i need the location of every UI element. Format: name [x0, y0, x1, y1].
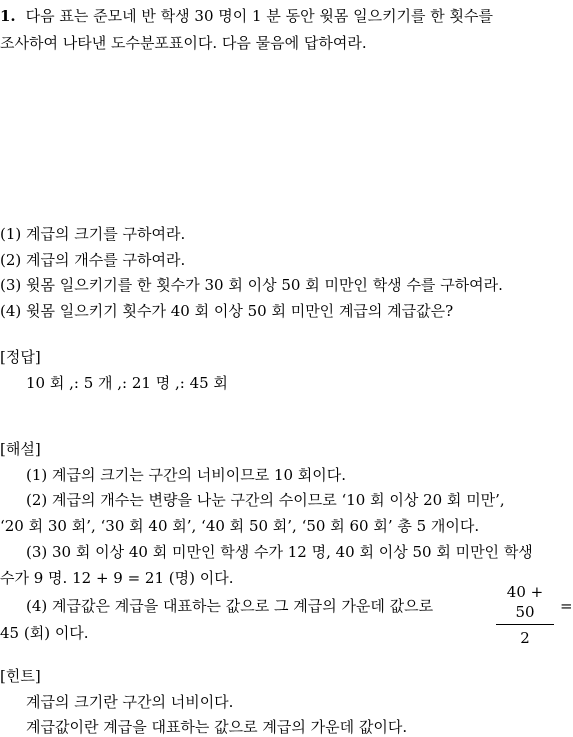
hint-line-1: 계급의 크기란 구간의 너비이다. [26, 693, 234, 711]
frequency-table-placeholder [0, 64, 573, 214]
explanation-line-3: ‘20 회 30 회’, ‘30 회 40 회’, ‘40 회 50 회’, ‘50 회 60 회’ 총 5 개이다. [0, 517, 480, 535]
explanation-line-5: 수가 9 명. 12 + 9 = 21 (명) 이다. [0, 569, 234, 587]
problem-text-1: 다음 표는 준모네 반 학생 30 명이 1 분 동안 윗몸 일으키기를 한 횟수를 [25, 7, 494, 25]
question-3: (3) 윗몸 일으키기를 한 횟수가 30 회 이상 50 회 미만인 학생 수를 구하여라. [0, 276, 503, 294]
explanation-line-7: 45 (회) 이다. [0, 624, 89, 642]
explanation-line-6: (4) 계급값은 계급을 대표하는 값으로 그 계급의 가운데 값으로 [26, 597, 434, 615]
question-1: (1) 계급의 크기를 구하여라. [0, 225, 186, 243]
explanation-line-1: (1) 계급의 크기는 구간의 너비이므로 10 회이다. [26, 466, 347, 484]
equals-sign: = [560, 597, 573, 615]
fraction-denominator: 2 [520, 629, 530, 647]
fraction-bar [496, 624, 554, 625]
fraction [496, 582, 554, 648]
fraction-numerator: 40 + 50 [506, 583, 544, 621]
explanation-header: [해설] [0, 440, 41, 458]
problem-line-1 [0, 6, 493, 26]
hint-header: [힌트] [0, 667, 41, 685]
problem-number: 1. [0, 7, 16, 25]
problem-text-2: 조사하여 나타낸 도수분포표이다. 다음 물음에 답하여라. [0, 34, 367, 52]
explanation-line-2: (2) 계급의 개수는 변량을 나눈 구간의 수이므로 ‘10 회 이상 20 회 미만’, [26, 491, 505, 509]
answer-text: 10 회 ,: 5 개 ,: 21 명 ,: 45 회 [26, 374, 228, 392]
hint-line-2: 계급값이란 계급을 대표하는 값으로 계급의 가운데 값이다. [26, 718, 408, 736]
answer-header: [정답] [0, 348, 41, 366]
question-2: (2) 계급의 개수를 구하여라. [0, 251, 186, 269]
explanation-line-4: (3) 30 회 이상 40 회 미만인 학생 수가 12 명, 40 회 이상 50 회 미만인 학생 [26, 543, 533, 561]
question-4: (4) 윗몸 일으키기 횟수가 40 회 이상 50 회 미만인 계급의 계급값은? [0, 302, 454, 320]
